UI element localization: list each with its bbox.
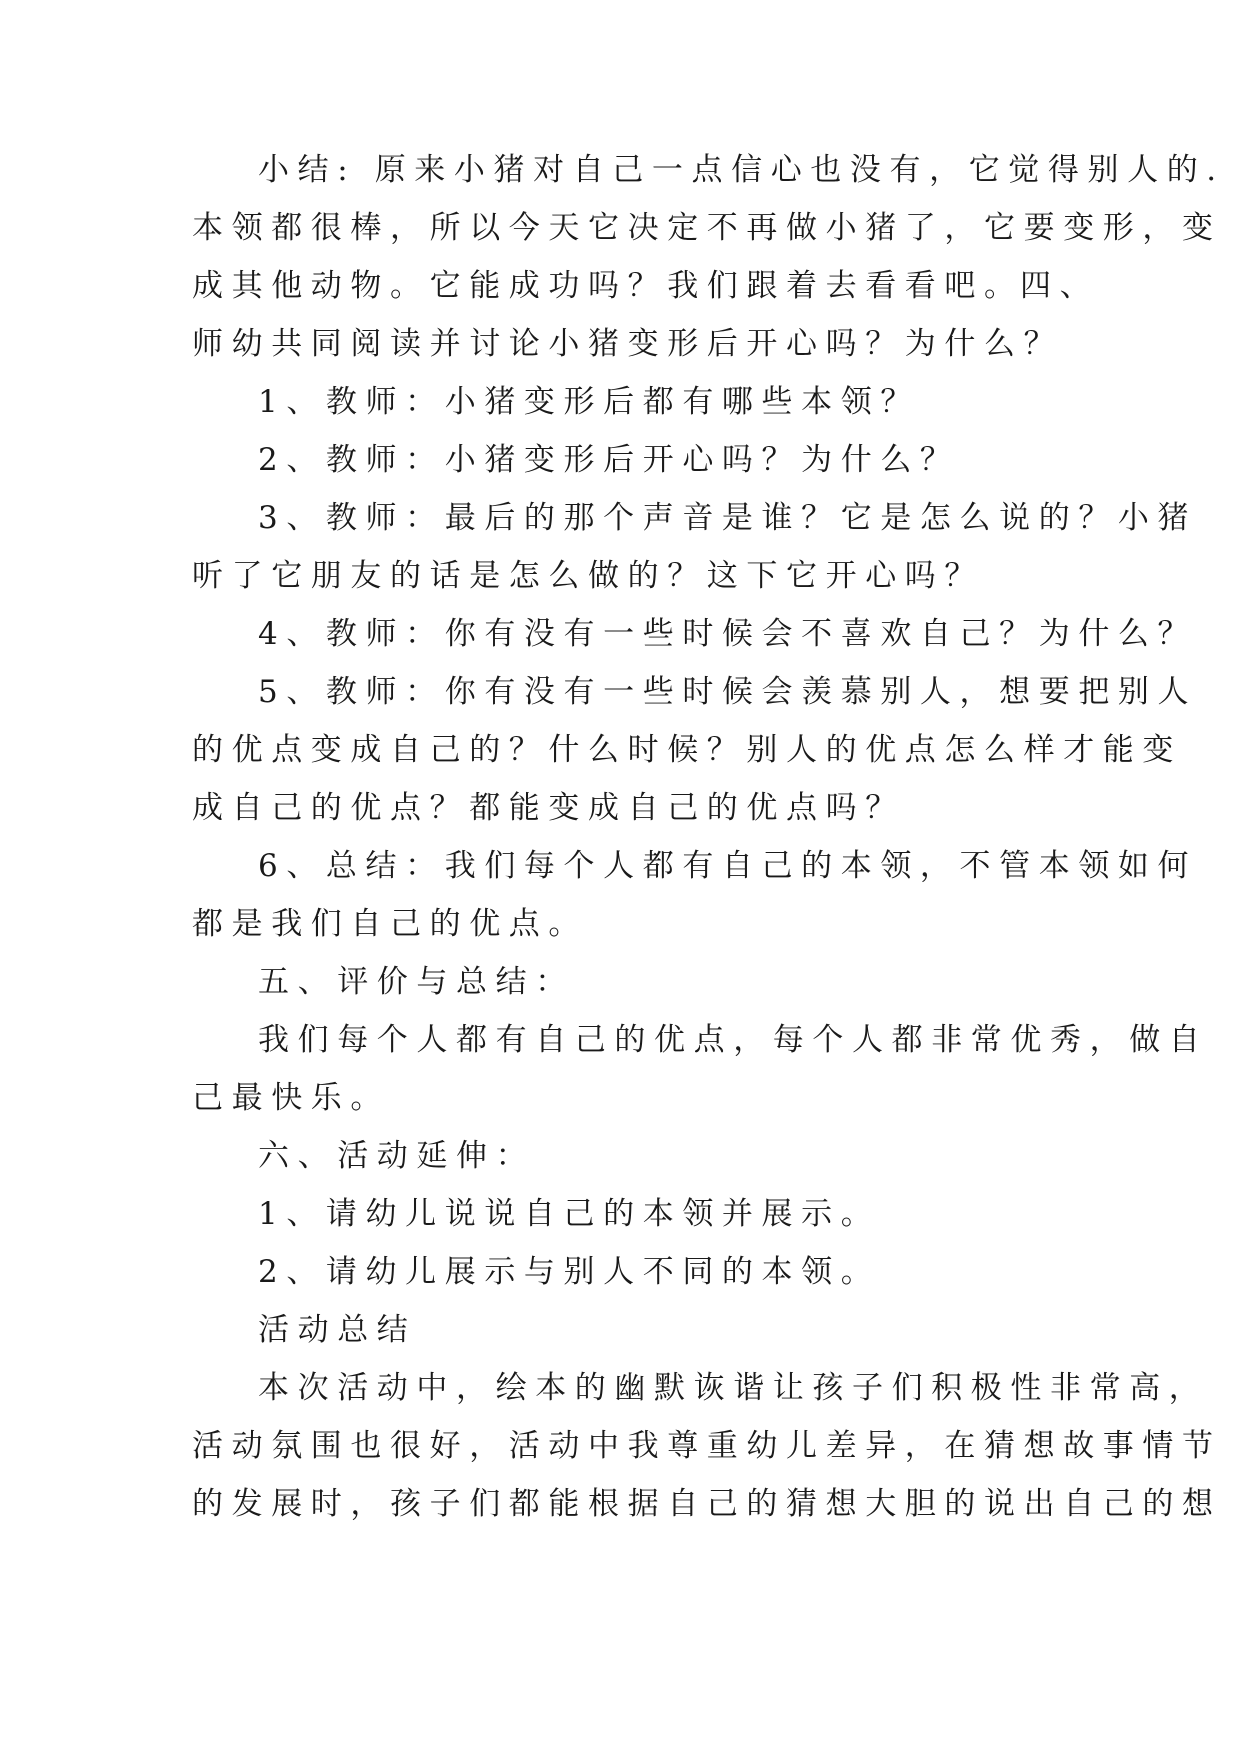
text-line: 小结: 原来小猪对自己一点信心也没有，它觉得别人的. xyxy=(258,152,1225,188)
text-line: 成其他动物。它能成功吗？我们跟着去看看吧。 xyxy=(192,268,1024,304)
text-line: 本领都很棒，所以今天它决定不再做小猪了，它要变形，变 xyxy=(192,210,1222,246)
section-heading: 六、活动延伸： xyxy=(258,1138,536,1174)
list-item: 2、教师：小猪变形后开心吗？为什么？ xyxy=(258,442,960,478)
text-line: 活动氛围也很好，活动中我尊重幼儿差异，在猜想故事情节 xyxy=(192,1428,1222,1464)
list-item: 1、教师：小猪变形后都有哪些本领？ xyxy=(258,384,920,420)
text-line: 师幼共同阅读并讨论小猪变形后开心吗？为什么？ xyxy=(192,326,1064,362)
text-line: 我们每个人都有自己的优点，每个人都非常优秀，做自 xyxy=(258,1022,1209,1058)
text-line: 己最快乐。 xyxy=(192,1080,390,1116)
text-line: 的发展时，孩子们都能根据自己的猜想大胆的说出自己的想 xyxy=(192,1486,1222,1522)
section-heading: 五、评价与总结： xyxy=(258,964,575,1000)
text-line: 成自己的优点？都能变成自己的优点吗？ xyxy=(192,790,905,826)
list-item: 2、请幼儿展示与别人不同的本领。 xyxy=(258,1254,881,1290)
list-item: 5、教师：你有没有一些时候会羡慕别人，想要把别人 xyxy=(258,674,1198,710)
text-line: 都是我们自己的优点。 xyxy=(192,906,588,942)
section-heading: 活动总结 xyxy=(258,1312,417,1348)
section-number: 四、 xyxy=(1020,268,1100,304)
list-item: 1、请幼儿说说自己的本领并展示。 xyxy=(258,1196,881,1232)
text-line: 的优点变成自己的？什么时候？别人的优点怎么样才能变 xyxy=(192,732,1182,768)
list-item: 4、教师：你有没有一些时候会不喜欢自己？为什么？ xyxy=(258,616,1198,652)
text-line: 听了它朋友的话是怎么做的？这下它开心吗？ xyxy=(192,558,984,594)
list-item: 3、教师：最后的那个声音是谁？它是怎么说的？小猪 xyxy=(258,500,1198,536)
text-line: 本次活动中，绘本的幽默诙谐让孩子们积极性非常高， xyxy=(258,1370,1209,1406)
list-item: 6、总结：我们每个人都有自己的本领，不管本领如何 xyxy=(258,848,1198,884)
